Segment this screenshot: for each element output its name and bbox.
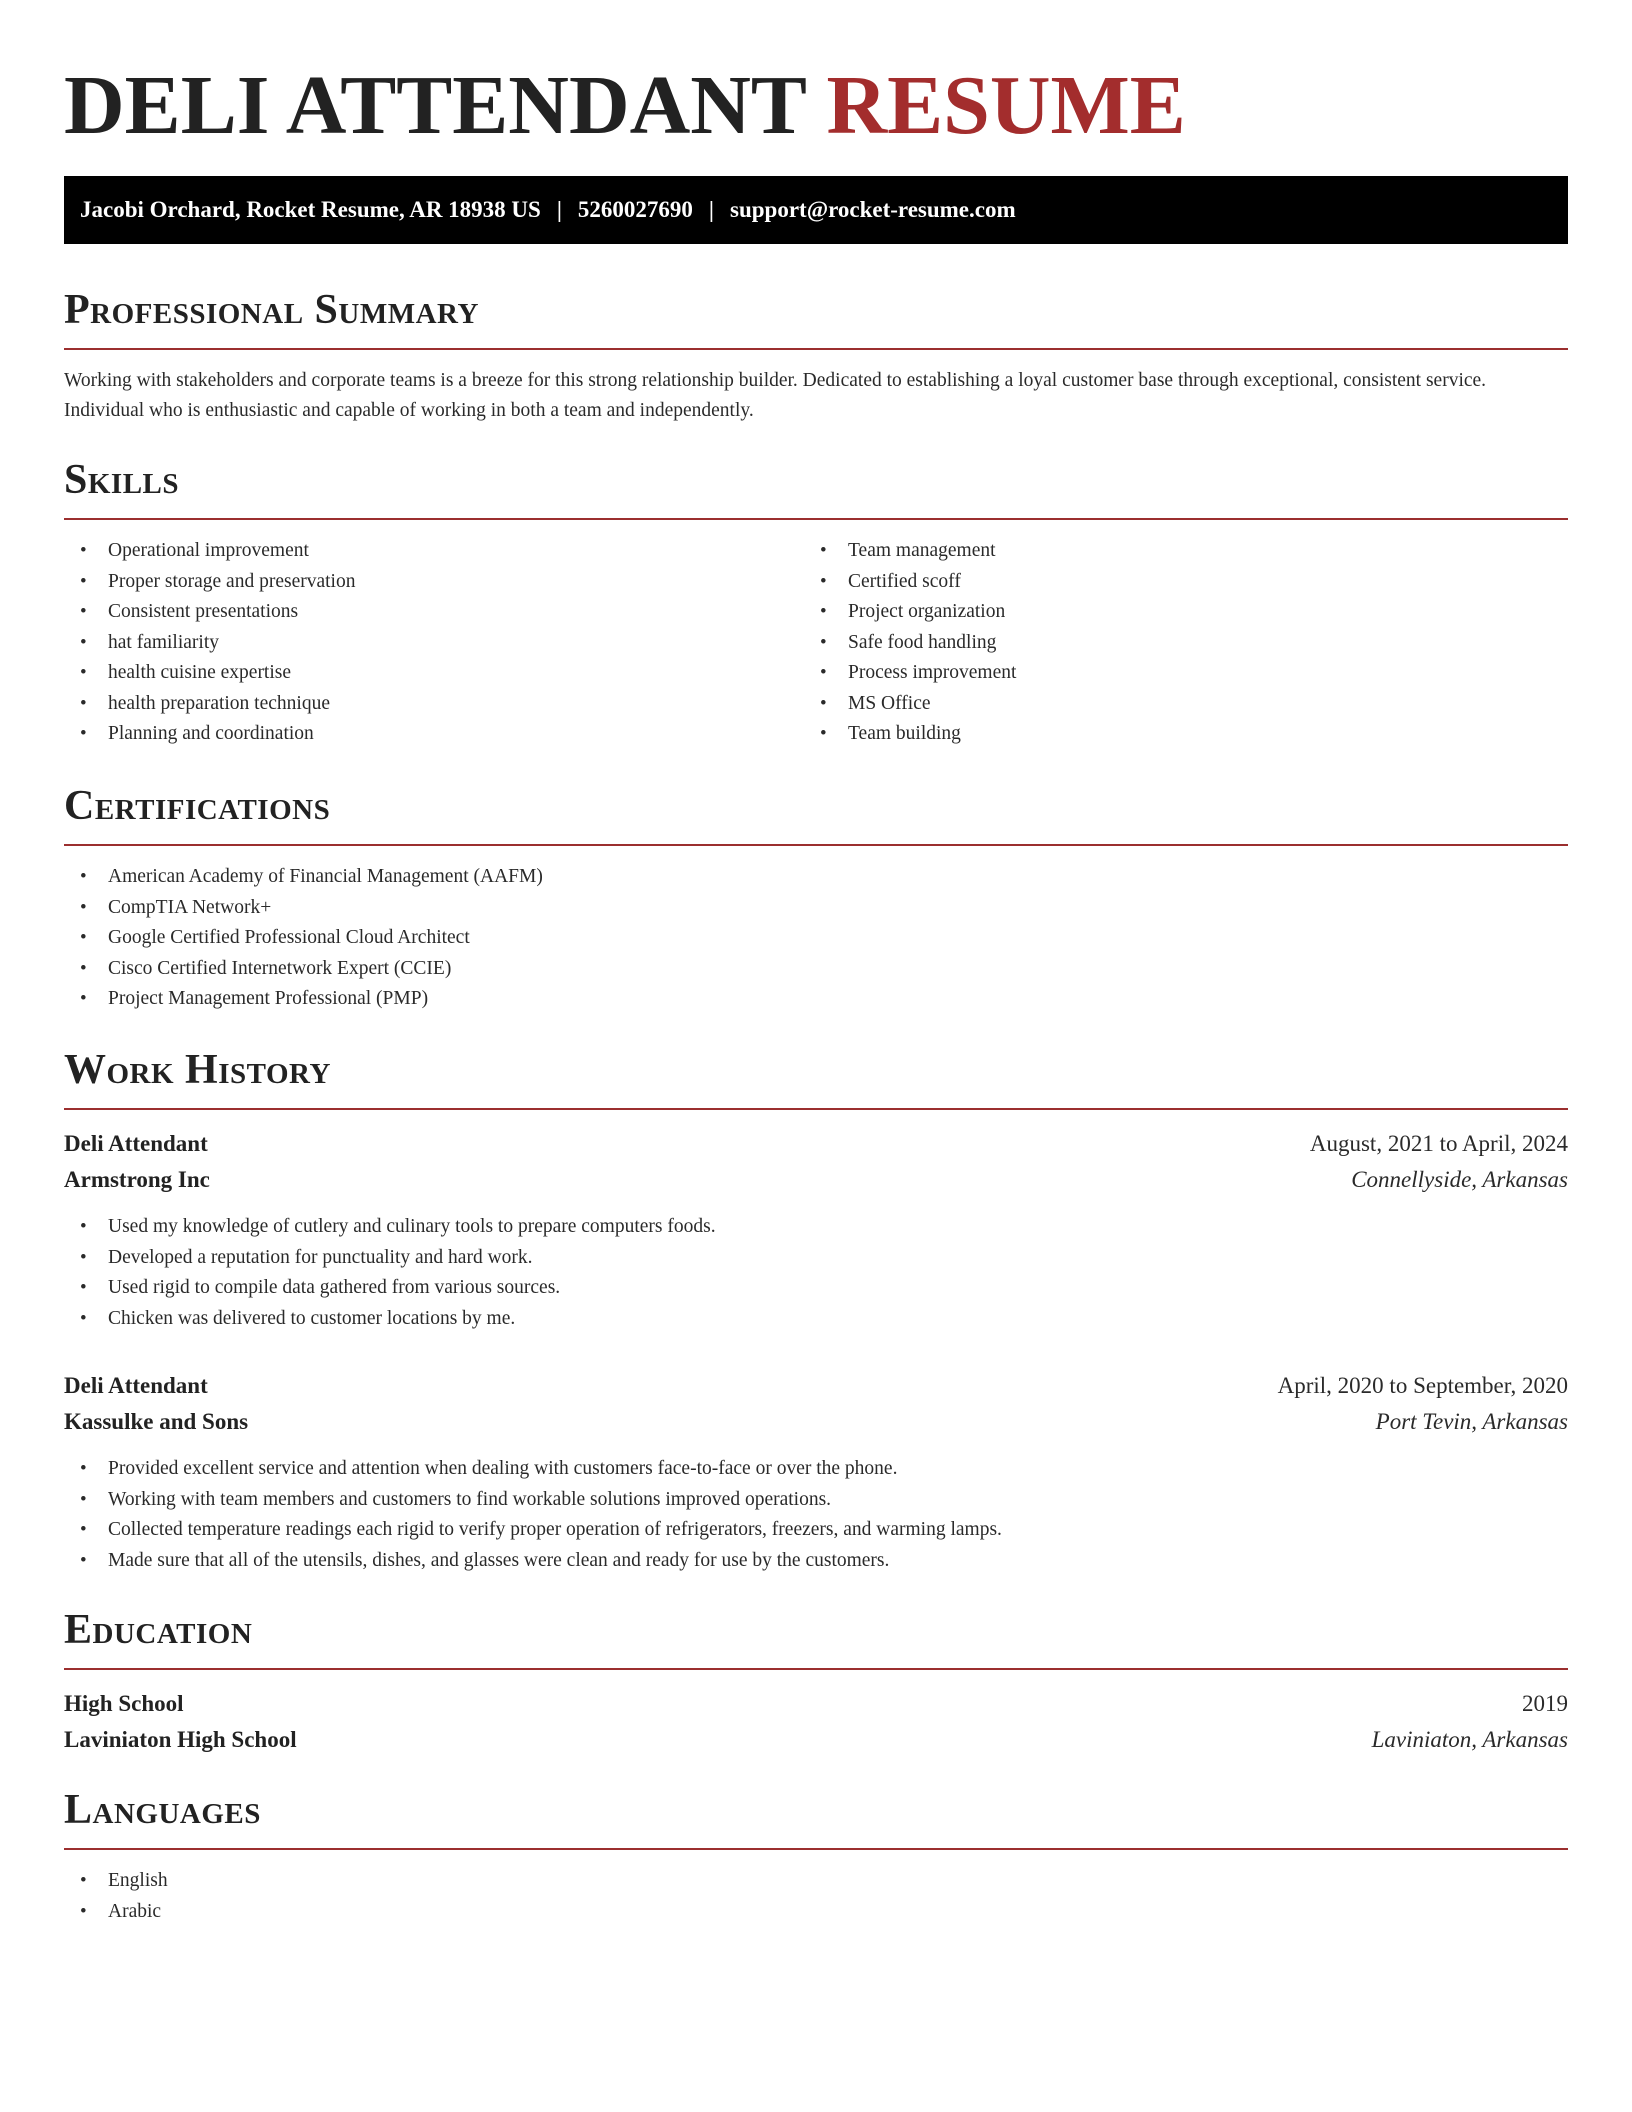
list-item: • Team management (804, 536, 1016, 567)
list-item: • health cuisine expertise (64, 658, 355, 689)
languages-list (64, 1866, 168, 1927)
job-dates: August, 2021 to April, 2024 (1309, 1131, 1568, 1156)
contact-address: Jacobi Orchard, Rocket Resume, AR 18938 US (80, 197, 541, 222)
list-item: • Project organization (804, 597, 1016, 628)
skills-list-left (64, 536, 355, 750)
education-degree-row (64, 1686, 1568, 1722)
list-item: • Operational improvement (64, 536, 355, 567)
education-school: Laviniaton High School (64, 1727, 297, 1752)
job-title: Deli Attendant (64, 1373, 208, 1398)
job-bullets (64, 1212, 716, 1334)
job-title-row (64, 1126, 1568, 1162)
list-item: • Provided excellent service and attention when dealing with customers face-to-face or over the phone. (64, 1454, 1002, 1485)
list-item: • Safe food handling (804, 628, 1016, 659)
list-item: • Working with team members and customers to find workable solutions improved operations. (64, 1485, 1002, 1516)
list-item: • CompTIA Network+ (64, 893, 543, 924)
list-item: • Consistent presentations (64, 597, 355, 628)
job-location: Port Tevin, Arkansas (1375, 1409, 1568, 1434)
list-item: • MS Office (804, 689, 1016, 720)
list-item: • American Academy of Financial Management (AAFM) (64, 862, 543, 893)
job-title: Deli Attendant (64, 1131, 208, 1156)
list-item: • Collected temperature readings each rigid to verify proper operation of refrigerators, freezers, and warming lamps. (64, 1515, 1002, 1546)
skills-list-right (804, 536, 1016, 750)
contact-separator: | (708, 197, 714, 222)
resume-title (64, 56, 1186, 156)
contact-separator: | (556, 197, 562, 222)
title-accent: RESUME (826, 59, 1186, 152)
section-divider (64, 348, 1568, 350)
list-item: • English (64, 1866, 168, 1897)
certifications-heading: Certifications (64, 783, 331, 829)
section-divider (64, 1848, 1568, 1850)
list-item: • hat familiarity (64, 628, 355, 659)
list-item: • Certified scoff (804, 567, 1016, 598)
section-divider (64, 518, 1568, 520)
skills-heading: Skills (64, 457, 180, 503)
section-divider (64, 1108, 1568, 1110)
title-main: DELI ATTENDANT (64, 59, 806, 152)
languages-heading: Languages (64, 1787, 261, 1833)
list-item: • Google Certified Professional Cloud Architect (64, 923, 543, 954)
job-company: Kassulke and Sons (64, 1409, 249, 1434)
summary-text: Working with stakeholders and corporate teams is a breeze for this strong relationship builder. Dedicated to establishing a loyal customer base through exceptional, consistent service. Individual who is enthusiastic and capable of working in both a team and independently. (64, 370, 1487, 421)
list-item: • Project Management Professional (PMP) (64, 984, 543, 1015)
education-degree: High School (64, 1691, 184, 1716)
list-item: • Process improvement (804, 658, 1016, 689)
list-item: • Team building (804, 719, 1016, 750)
list-item: • Proper storage and preservation (64, 567, 355, 598)
list-item: • Used my knowledge of cutlery and culinary tools to prepare computers foods. (64, 1212, 716, 1243)
education-heading: Education (64, 1607, 253, 1653)
contact-bar (64, 176, 1568, 244)
job-dates: April, 2020 to September, 2020 (1277, 1373, 1568, 1398)
education-year: 2019 (1522, 1691, 1568, 1716)
section-divider (64, 844, 1568, 846)
job-title-row (64, 1368, 1568, 1404)
job-bullets (64, 1454, 1002, 1576)
section-divider (64, 1668, 1568, 1670)
job-company: Armstrong Inc (64, 1167, 210, 1192)
contact-phone: 5260027690 (577, 197, 693, 222)
list-item: • Planning and coordination (64, 719, 355, 750)
list-item: • Cisco Certified Internetwork Expert (CCIE) (64, 954, 543, 985)
job-location: Connellyside, Arkansas (1351, 1167, 1568, 1192)
summary-heading: Professional Summary (64, 287, 479, 333)
job-company-row (64, 1162, 1568, 1198)
education-location: Laviniaton, Arkansas (1371, 1727, 1568, 1752)
education-school-row (64, 1722, 1568, 1758)
work-history-heading: Work History (64, 1047, 331, 1093)
list-item: • health preparation technique (64, 689, 355, 720)
contact-email: support@rocket-resume.com (730, 197, 1016, 222)
list-item: • Arabic (64, 1897, 168, 1928)
list-item: • Developed a reputation for punctuality and hard work. (64, 1243, 716, 1274)
certifications-list (64, 862, 543, 1015)
list-item: • Used rigid to compile data gathered from various sources. (64, 1273, 716, 1304)
list-item: • Made sure that all of the utensils, dishes, and glasses were clean and ready for use by the customers. (64, 1546, 1002, 1577)
list-item: • Chicken was delivered to customer locations by me. (64, 1304, 716, 1335)
job-company-row (64, 1404, 1568, 1440)
